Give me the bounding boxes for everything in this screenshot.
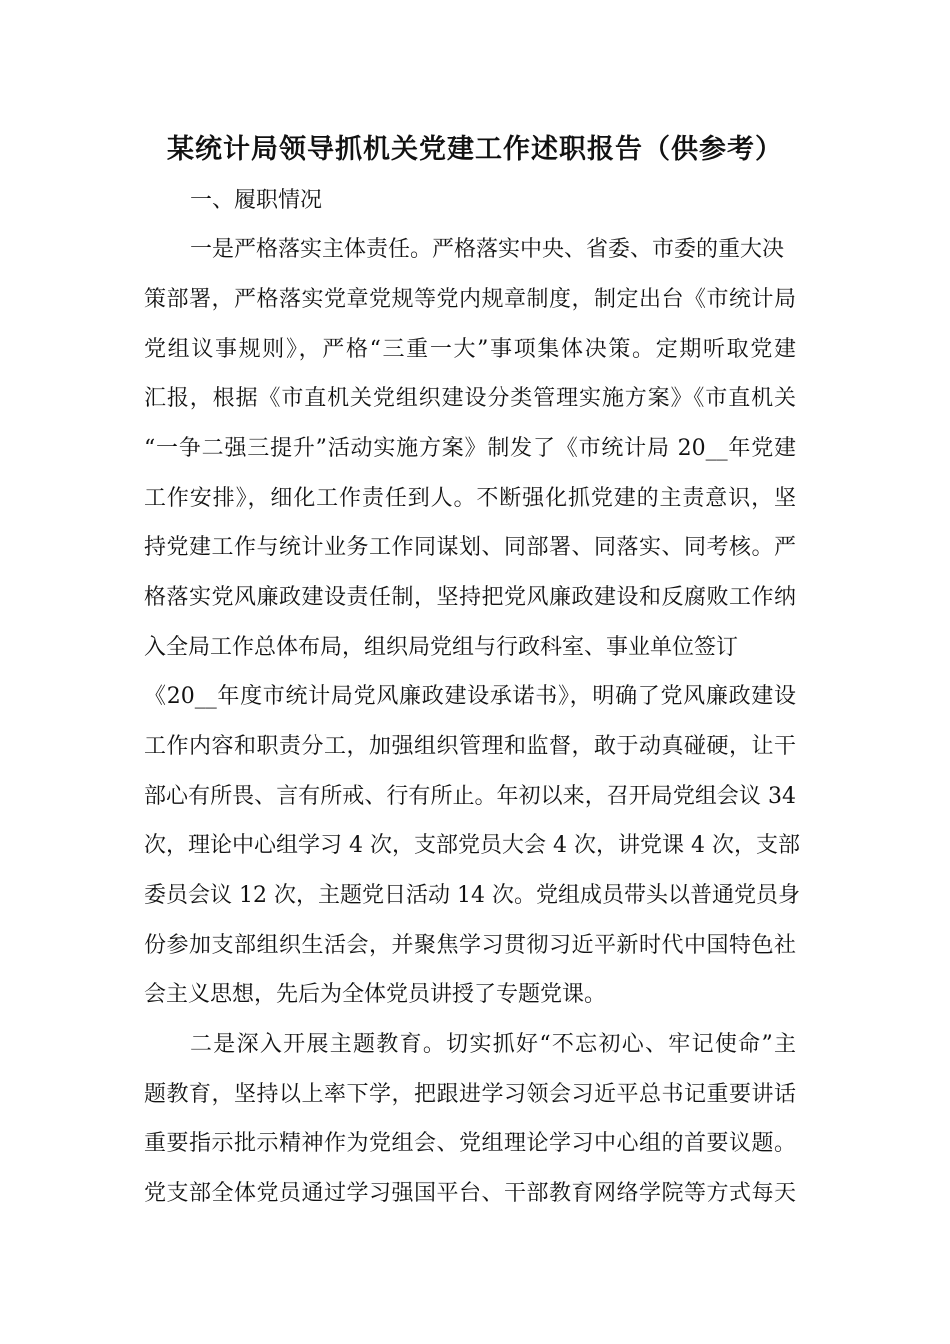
paragraph-line: 会主义思想，先后为全体党员讲授了专题党课。 — [144, 982, 607, 1007]
paragraph-line: 二是深入开展主题教育。切实抓好“不忘初心、牢记使命”主 — [190, 1032, 796, 1057]
paragraph-line: 汇报，根据《市直机关党组织建设分类管理实施方案》《市直机关 — [144, 386, 796, 411]
paragraph-line: 部心有所畏、言有所戒、行有所止。年初以来，召开局党组会议 34 — [144, 784, 796, 809]
paragraph-line: 入全局工作总体布局，组织局党组与行政科室、事业单位签订 — [144, 635, 739, 660]
paragraph-line: 《20__年度市统计局党风廉政建设承诺书》，明确了党风廉政建设 — [144, 684, 796, 709]
paragraph-line: 委员会议 12 次，主题党日活动 14 次。党组成员带头以普通党员身 — [144, 883, 800, 908]
paragraph-line: 一是严格落实主体责任。严格落实中央、省委、市委的重大决 — [190, 237, 785, 262]
paragraph-line: 份参加支部组织生活会，并聚焦学习贯彻习近平新时代中国特色社 — [144, 933, 796, 958]
paragraph-line: 工作内容和职责分工，加强组织管理和监督，敢于动真碰硬，让干 — [144, 734, 796, 759]
paragraph-line: 题教育，坚持以上率下学，把跟进学习领会习近平总书记重要讲话 — [144, 1082, 796, 1107]
paragraph-line: “一争二强三提升”活动实施方案》制发了《市统计局 20__年党建 — [144, 436, 796, 461]
paragraph-line: 工作安排》，细化工作责任到人。不断强化抓党建的主责意识，坚 — [144, 486, 796, 511]
paragraph-line: 策部署，严格落实党章党规等党内规章制度，制定出台《市统计局 — [144, 287, 796, 312]
section-heading: 一、履职情况 — [190, 188, 323, 213]
paragraph-line: 格落实党风廉政建设责任制，坚持把党风廉政建设和反腐败工作纳 — [144, 585, 796, 610]
paragraph-line: 持党建工作与统计业务工作同谋划、同部署、同落实、同考核。严 — [144, 535, 796, 560]
document-title: 某统计局领导抓机关党建工作述职报告（供参考） — [167, 134, 783, 165]
paragraph-line: 党组议事规则》，严格“三重一大”事项集体决策。定期听取党建 — [144, 337, 796, 362]
paragraph-line: 重要指示批示精神作为党组会、党组理论学习中心组的首要议题。 — [144, 1131, 796, 1156]
paragraph-line: 次，理论中心组学习 4 次，支部党员大会 4 次，讲党课 4 次，支部 — [144, 833, 800, 858]
paragraph-line: 党支部全体党员通过学习强国平台、干部教育网络学院等方式每天 — [144, 1181, 796, 1206]
